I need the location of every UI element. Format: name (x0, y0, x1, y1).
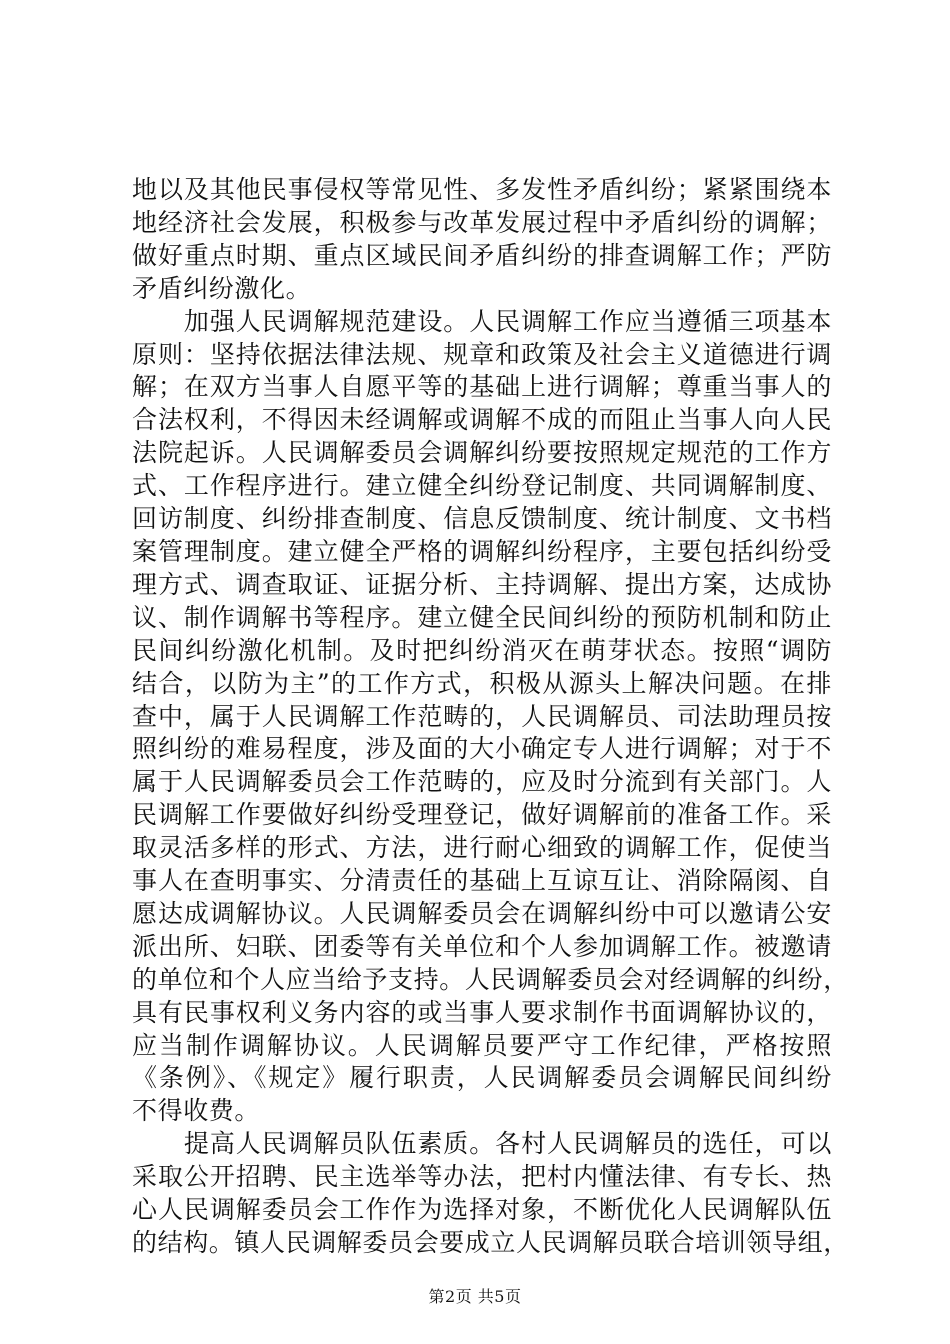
paragraph-start-line: 提高人民调解员队伍素质。各村人民调解员的选任，可以 (132, 1129, 832, 1158)
body-text-line: 派出所、妇联、团委等有关单位和个人参加调解工作。被邀请 (132, 932, 832, 961)
body-text-line: 愿达成调解协议。人民调解委员会在调解纠纷中可以邀请公安 (132, 899, 832, 928)
body-text-line: 心人民调解委员会工作作为选择对象，不断优化人民调解队伍 (132, 1195, 832, 1224)
body-text-line: 做好重点时期、重点区域民间矛盾纠纷的排查调解工作；严防 (132, 241, 832, 270)
body-text-line: 式、工作程序进行。建立健全纠纷登记制度、共同调解制度、 (132, 471, 832, 500)
body-text-line: 民间纠纷激化机制。及时把纠纷消灭在萌芽状态。按照“调防 (132, 636, 832, 665)
paragraph-start-line: 加强人民调解规范建设。人民调解工作应当遵循三项基本 (132, 307, 832, 336)
body-text-line: 民调解工作要做好纠纷受理登记，做好调解前的准备工作。采 (132, 800, 832, 829)
body-text-line: 属于人民调解委员会工作范畴的，应及时分流到有关部门。人 (132, 767, 832, 796)
body-text-line: 照纠纷的难易程度，涉及面的大小确定专人进行调解；对于不 (132, 734, 832, 763)
body-text-line: 具有民事权利义务内容的或当事人要求制作书面调解协议的， (132, 998, 832, 1027)
body-text-line: 《条例》、《规定》履行职责，人民调解委员会调解民间纠纷 (132, 1063, 832, 1092)
body-text-line: 案管理制度。建立健全严格的调解纠纷程序，主要包括纠纷受 (132, 537, 832, 566)
body-text-line: 解；在双方当事人自愿平等的基础上进行调解；尊重当事人的 (132, 372, 832, 401)
body-text-line: 事人在查明事实、分清责任的基础上互谅互让、消除隔阂、自 (132, 866, 832, 895)
body-text-line: 取灵活多样的形式、方法，进行耐心细致的调解工作，促使当 (132, 833, 832, 862)
body-text-line: 合法权利，不得因未经调解或调解不成的而阻止当事人向人民 (132, 405, 832, 434)
body-text-line: 查中，属于人民调解工作范畴的，人民调解员、司法助理员按 (132, 702, 832, 731)
body-text-line: 的结构。镇人民调解委员会要成立人民调解员联合培训领导组， (132, 1228, 849, 1257)
body-text-line: 矛盾纠纷激化。 (132, 274, 312, 303)
body-text-line: 理方式、调查取证、证据分析、主持调解、提出方案，达成协 (132, 570, 832, 599)
body-text-line: 议、制作调解书等程序。建立健全民间纠纷的预防机制和防止 (132, 603, 832, 632)
body-text-line: 回访制度、纠纷排查制度、信息反馈制度、统计制度、文书档 (132, 504, 832, 533)
body-text-line: 采取公开招聘、民主选举等办法，把村内懂法律、有专长、热 (132, 1162, 832, 1191)
body-text-line: 应当制作调解协议。人民调解员要严守工作纪律，严格按照 (132, 1031, 832, 1060)
body-text-line: 地以及其他民事侵权等常见性、多发性矛盾纠纷；紧紧围绕本 (132, 175, 832, 204)
page-number-footer: 第2页 共5页 (428, 1287, 522, 1306)
body-text-line: 结合，以防为主”的工作方式，积极从源头上解决问题。在排 (132, 669, 832, 698)
body-text-line: 原则：坚持依据法律法规、规章和政策及社会主义道德进行调 (132, 340, 832, 369)
body-text-line: 法院起诉。人民调解委员会调解纠纷要按照规定规范的工作方 (132, 438, 832, 467)
body-text-line: 地经济社会发展，积极参与改革发展过程中矛盾纠纷的调解； (132, 208, 832, 237)
body-text-line: 不得收费。 (132, 1096, 261, 1125)
body-text-line: 的单位和个人应当给予支持。人民调解委员会对经调解的纠纷， (132, 965, 849, 994)
